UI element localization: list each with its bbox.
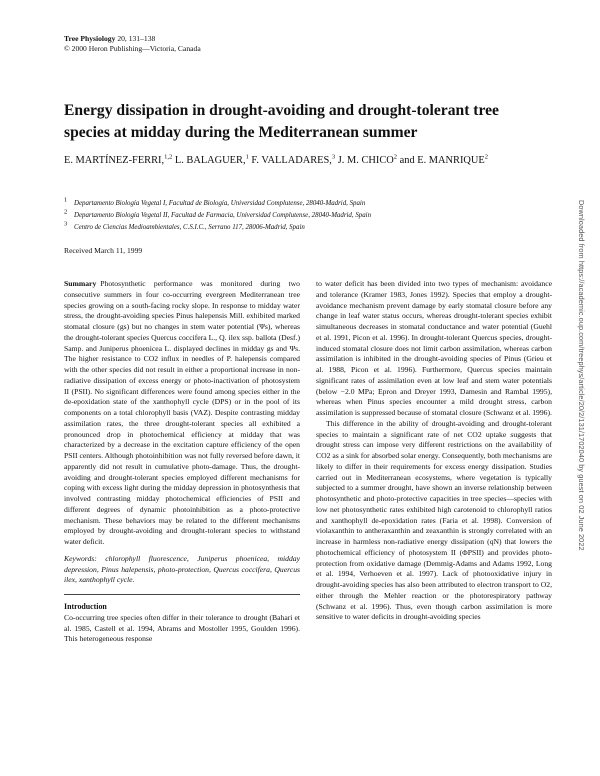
summary-text: Photosynthetic performance was monitored during two consecutive summers in four co-occurring evergreen Mediterranean tree species growing on a south-facing rocky slope. In response to midday water stress, the drought-avoiding species Pinus halepensis Mill. exhibited marked stomatal closure (gs) but no changes in stem water potential (Ψs), whereas the drought-tolerant species Quercus coccifera L., Q. ilex ssp. ballota (Desf.) Samp. and Juniperus phoenicea L. displayed declines in midday gs and Ψs. The higher resistance to CO2 influx in needles of P. halepensis compared with the other species did not result in either a proportional increase in non-radiative dissipation of excess energy or photo-inactivation of photosystem II (PSII). No significant differences were found among species either in the de-epoxidation state of the xanthophyll cycle (DPS) or in the pool of its components on a total chlorophyll basis (VAZ). Despite contrasting midday assimilation rates, the three drought-tolerant species all exhibited a pronounced drop in photochemical efficiency at midday that was characterized by a decrease in the excitation capture efficiency of the open PSII centers. Although photoinhibition was not fully reversed before dawn, it apparently did not result in cumulative photo-damage. Thus, the drought-avoiding and drought-tolerant species employed different mechanisms for coping with excess light during the midday depression in photosynthesis that involved contrasting midday photochemical efficiencies of PSII and different degrees of dynamic photoinhibition as a photo-protective mechanism. These behaviors may be related to the different mechanisms employed by drought-avoiding and drought-tolerant species to withstand water deficit. [64, 279, 300, 546]
affiliation-number: 1 [64, 196, 68, 204]
author-affiliation-mark: 1,2 [164, 153, 173, 161]
summary-heading: Summary [64, 279, 97, 288]
author-name: and E. MANRIQUE [399, 155, 485, 166]
affiliation-text: Departamento Biología Vegetal II, Facultad de Farmacia, Universidad Complutense, 28040-Madrid, Spain [74, 212, 372, 219]
author-affiliation-mark: 2 [393, 153, 398, 161]
affiliation-text: Departamento Biología Vegetal I, Facultad de Biología, Universidad Complutense, 28040-Madrid, Spain [74, 200, 366, 207]
affiliation [64, 210, 544, 222]
body-paragraph: to water deficit has been divided into two types of mechanism: avoidance and tolerance (Kramer 1983, Jones 1992). Species that employ a drought-avoidance mechanism prevent damage by early stomatal closure before any change in leaf water status occurs, whereas drought-tolerant species exhibit simultaneous decreases in stomatal conductance and water potential (Guehl et al. 1991, Picon et al. 1996). In drought-tolerant Quercus species, drought-induced stomatal closure does not limit carbon assimilation, whereas carbon assimilation is inhibited in the drought-avoiding species of Pinus (Grieu et al. 1988, Picon et al. 1996). Furthermore, Quercus species maintain significant rates of assimilation even at low leaf and stem water potentials (below −2.0 MPa; Epron and Dreyer 1993, Damesin and Rambal 1995), whereas when Pinus species encounter a mild drought stress, carbon assimilation is suppressed because of stomatal closure (Schwanz et al. 1996). [316, 279, 552, 417]
author-affiliation-mark: 2 [484, 153, 489, 161]
paper-title: Energy dissipation in drought-avoiding and drought-tolerant tree species at midday during the Mediterranean summer [64, 102, 499, 141]
affiliation [64, 198, 544, 210]
author-name: F. VALLADARES, [251, 155, 332, 166]
affiliation [64, 222, 544, 234]
journal-header [64, 34, 201, 54]
author-affiliation-mark: 3 [331, 153, 336, 161]
author-name: J. M. CHICO [337, 155, 394, 166]
affiliation-list [64, 198, 544, 234]
affiliation-text: Centro de Ciencias Medioambientales, C.S.I.C., Serrano 117, 28006-Madrid, Spain [74, 224, 305, 231]
right-column [316, 279, 552, 623]
author-name: L. BALAGUER, [174, 155, 246, 166]
author-affiliation-mark: 1 [245, 153, 249, 161]
introduction-heading: Introduction [64, 602, 107, 611]
keywords-text: chlorophyll fluorescence, Juniperus phoenicea, midday depression, Pinus halepensis, photo-protection, Quercus coccifera, Quercus ilex, xanthophyll cycle. [64, 553, 300, 585]
affiliation-number: 3 [64, 220, 68, 228]
author-name: E. MARTÍNEZ-FERRI, [64, 155, 165, 166]
affiliation-number: 2 [64, 208, 68, 216]
received-date: Received March 11, 1999 [64, 246, 143, 255]
introduction-text: Co-occurring tree species often differ in their tolerance to drought (Bahari et al. 1985, Castell et al. 1994, Abrams and Mostoller 1995, Goulden 1996). This heterogeneous response [64, 612, 300, 644]
left-column [64, 279, 300, 645]
keywords-label: Keywords: [64, 553, 97, 563]
body-paragraph: This difference in the ability of drought-avoiding and drought-tolerant species to maintain a significant rate of net CO2 uptake suggests that drought stress can impose very different restrictions on the availability of CO2 as a sink for absorbed solar energy. Consequently, both mechanisms are likely to differ in their requirements for excess energy dissipation. Studies carried out in Mediterranean ecosystems, where vegetation is typically subjected to a summer drought, have shown an inverse relationship between photosynthetic and photo-protective capacities in tree species—species with low net photosynthetic rates exhibited high carotenoid to chlorophyll ratios and xanthophyll de-epoxidation rates (Faria et al. 1998). Conversion of violaxanthin to antheraxanthin and zeaxanthin is strongly correlated with an increase in harmless non-radiative energy dissipation (qN) that lowers the photochemical efficiency of photosystem II (ΦPSII) and provides photo-protection from oxidative damage (Demmig-Adams and Adams 1992, Long et al. 1994, Verhoeven et al. 1997). Lack of photooxidative injury in drought-avoiding species has also been attributed to electron transport to O2, either through the Mehler reaction or the photorespiratory pathway (Schwanz et al. 1996). Thus, even though carbon assimilation is more sensitive to water deficits in drought-avoiding species [316, 418, 552, 622]
download-notice: Downloaded from https://academic.oup.com/treephys/article/20/2/131/1702040 by guest on 02 June 2022 [577, 200, 586, 551]
journal-volume-pages: 20, 131–138 [117, 34, 156, 43]
journal-citation [64, 34, 201, 44]
summary-paragraph [64, 279, 300, 548]
section-divider [64, 594, 300, 595]
keywords-paragraph [64, 554, 300, 586]
author-list [64, 154, 534, 169]
journal-name: Tree Physiology [64, 34, 116, 43]
journal-copyright: © 2000 Heron Publishing—Victoria, Canada [64, 44, 201, 53]
